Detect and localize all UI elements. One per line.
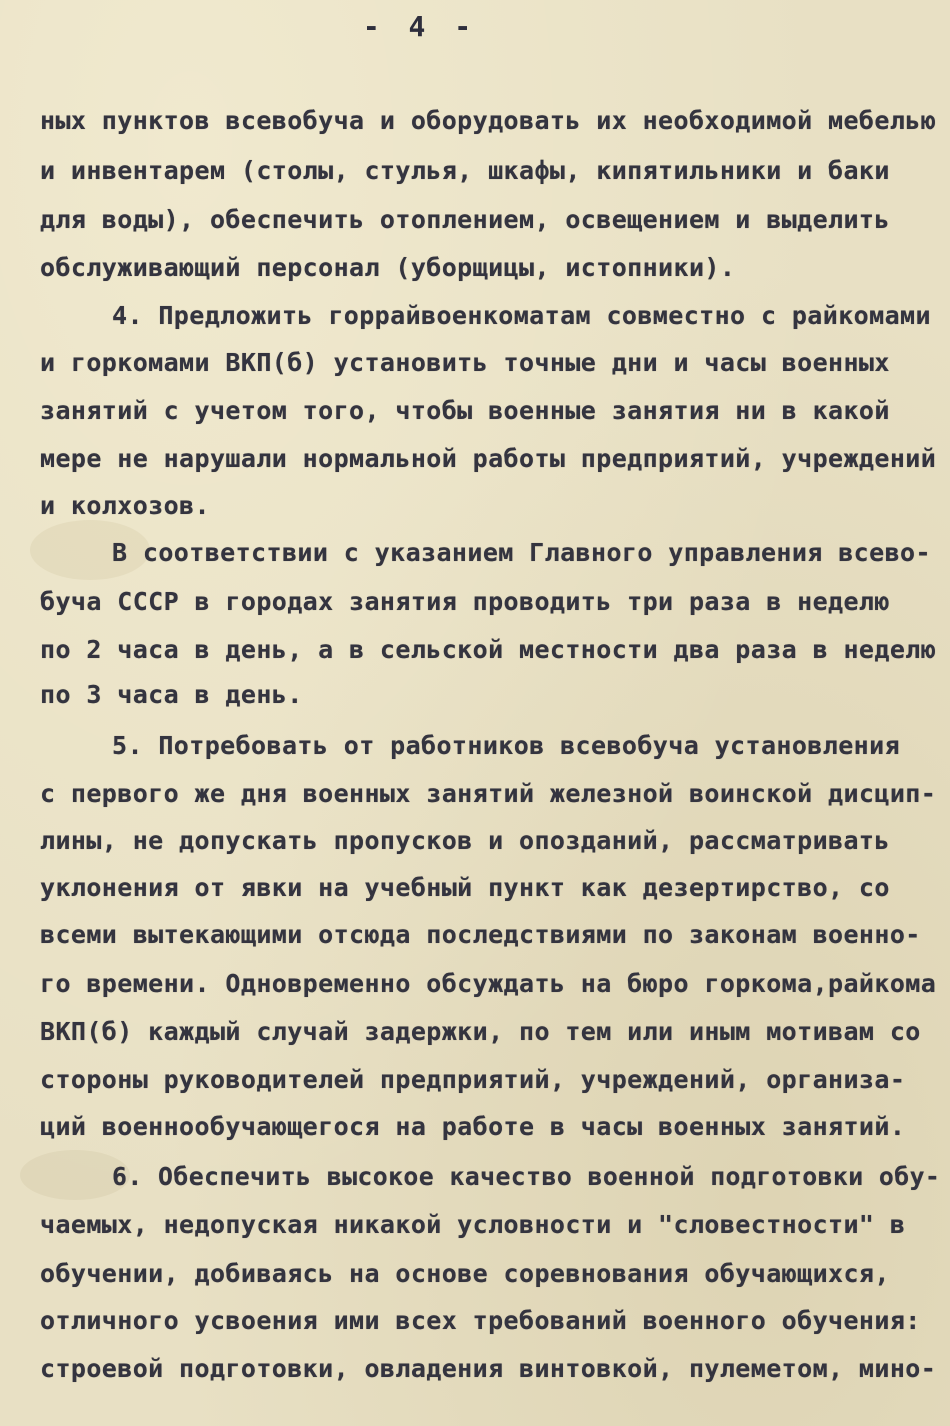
text-line: и горкомами ВКП(б) установить точные дни и часы военных	[40, 348, 890, 377]
text-line: уклонения от явки на учебный пункт как дезертирство, со	[40, 873, 890, 902]
text-line: занятий с учетом того, чтобы военные занятия ни в какой	[40, 396, 890, 425]
text-line: отличного усвоения ими всех требований военного обучения:	[40, 1306, 921, 1335]
text-line: и колхозов.	[40, 491, 210, 520]
text-line: строевой подготовки, овладения винтовкой, пулеметом, мино-	[40, 1354, 937, 1383]
text-line: всеми вытекающими отсюда последствиями по законам военно-	[40, 920, 921, 949]
text-line: лины, не допускать пропусков и опозданий, рассматривать	[40, 826, 890, 855]
text-line: буча СССР в городах занятия проводить три раза в неделю	[40, 587, 890, 616]
text-line: с первого же дня военных занятий железной воинской дисцип-	[40, 779, 937, 808]
text-line: го времени. Одновременно обсуждать на бюро горкома,райкома	[40, 969, 937, 998]
text-line: ций военнообучающегося на работе в часы военных занятий.	[40, 1112, 906, 1141]
paragraph-start: В соответствии с указанием Главного управления всево-	[112, 538, 931, 567]
paragraph-5-start: 5. Потребовать от работников всевобуча установления	[112, 731, 901, 760]
paragraph-6-start: 6. Обеспечить высокое качество военной подготовки обу-	[112, 1162, 941, 1191]
text-line: обслуживающий персонал (уборщицы, истопники).	[40, 253, 736, 282]
text-line: мере не нарушали нормальной работы предприятий, учреждений	[40, 444, 937, 473]
paragraph-4-start: 4. Предложить горрайвоенкоматам совместно с райкомами	[112, 301, 931, 330]
text-line: обучении, добиваясь на основе соревнования обучающихся,	[40, 1259, 890, 1288]
text-line: стороны руководителей предприятий, учреждений, организа-	[40, 1065, 906, 1094]
text-line: ВКП(б) каждый случай задержки, по тем или иным мотивам со	[40, 1017, 921, 1046]
text-line: для воды), обеспечить отоплением, освещением и выделить	[40, 205, 890, 234]
text-line: по 2 часа в день, а в сельской местности два раза в неделю	[40, 635, 937, 664]
text-line: ных пунктов всевобуча и оборудовать их необходимой мебелью	[40, 106, 937, 135]
page-number: - 4 -	[362, 10, 478, 43]
text-line: чаемых, недопуская никакой условности и "словестности" в	[40, 1210, 906, 1239]
text-line: по 3 часа в день.	[40, 680, 303, 709]
text-line: и инвентарем (столы, стулья, шкафы, кипятильники и баки	[40, 156, 890, 185]
